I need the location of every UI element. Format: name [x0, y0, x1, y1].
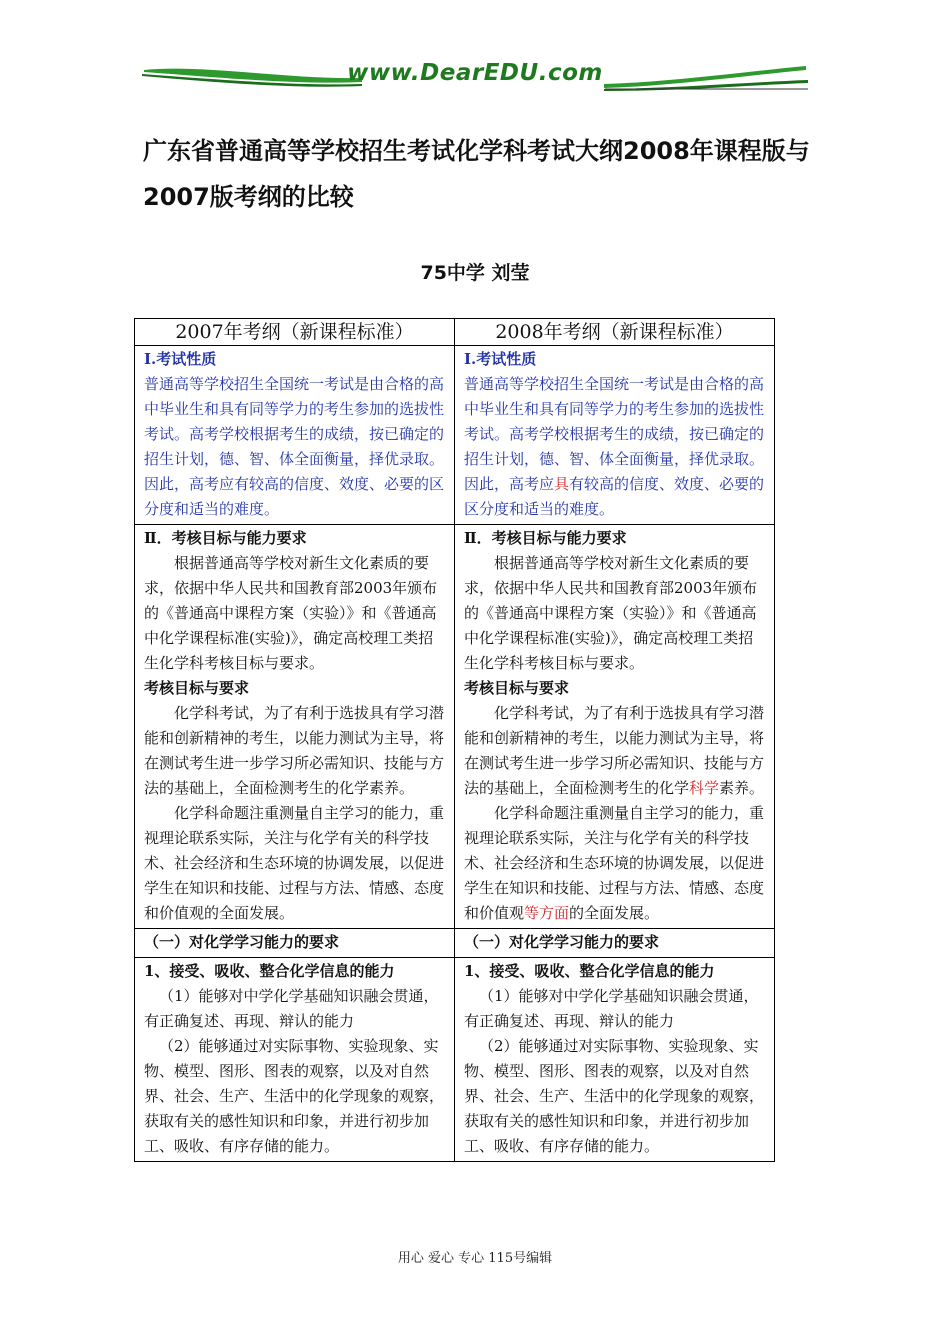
- paragraph: 化学科命题注重测量自主学习的能力，重视理论联系实际，关注与化学有关的科学技术、社会经济和生态环境的协调发展，以促进学生在知识和技能、过程与方法、情感、态度和价值观的全面发展。: [144, 804, 445, 922]
- cell-2007-ability-details: [135, 958, 455, 1162]
- text-run: 有较高的信度、效度、必要的区分度和适当的难度。: [464, 475, 765, 518]
- cell-2007-ability-heading: （一）对化学学习能力的要求: [135, 929, 455, 958]
- list-item: （1）能够对中学化学基础知识融会贯通，有正确复述、再现、辩认的能力: [464, 987, 759, 1030]
- table-header-row: [135, 319, 775, 346]
- table-row-ability-heading: [135, 929, 775, 958]
- site-banner-text: www.DearEDU.com: [347, 60, 603, 86]
- paragraph: [464, 372, 766, 522]
- text-run: 普通高等学校招生全国统一考试是由合格的高中毕业生和具有同等学力的考生参加的选拔性考试。高考学校根据考生的成绩，按已确定的招生计划，德、智、体全面衡量，择优录取。 因此，高考应: [464, 375, 765, 493]
- table-row-ability-details: [135, 958, 775, 1162]
- page-footer: 用心 爱心 专心 115号编辑: [397, 1251, 553, 1266]
- paragraph: [464, 801, 766, 926]
- cell-2008-objectives: [455, 525, 775, 929]
- text-run: 化学科考试，为了有利于选拔具有学习潜能和创新精神的考生，以能力测试为主导，将在测试考生进一步学习所必需知识、技能与方法的基础上，全面检测考生的化学: [464, 704, 765, 797]
- author-line: 75中学 刘莹: [420, 262, 530, 284]
- column-header-2007: 2007年考纲（新课程标准）: [135, 319, 455, 346]
- paragraph: 根据普通高等学校对新生文化素质的要求，依据中华人民共和国教育部2003年颁布的《普通高中课程方案（实验）》和《普通高中化学课程标准(实验)》，确定高校理工类招生化学科考核目标与要求。: [144, 554, 438, 672]
- table-row-objectives: [135, 525, 775, 929]
- subheading: 考核目标与要求: [464, 679, 570, 697]
- text-run: 化学科命题注重测量自主学习的能力，重视理论联系实际，关注与化学有关的科学技术、社会经济和生态环境的协调发展，以促进学生在知识和技能、过程与方法、情感、态度和价值观: [464, 804, 765, 922]
- list-item: （2）能够通过对实际事物、实验现象、实物、模型、图形、图表的观察，以及对自然界、社会、生产、生活中的化学现象的观察，获取有关的感性知识和印象，并进行初步加工、吸收、有序存储的能力。: [464, 1037, 765, 1155]
- section-heading: Ⅰ.考试性质: [144, 350, 217, 368]
- section-heading: Ⅱ．考核目标与能力要求: [144, 529, 307, 547]
- cell-2007-objectives: [135, 525, 455, 929]
- changed-text: 科学: [689, 779, 720, 797]
- list-item: （1）能够对中学化学基础知识融会贯通，有正确复述、再现、辩认的能力: [144, 987, 439, 1030]
- cell-2007-exam-nature: [135, 346, 455, 525]
- comparison-table: [134, 318, 775, 1162]
- section-heading: Ⅱ．考核目标与能力要求: [464, 529, 627, 547]
- cell-2008-ability-details: [455, 958, 775, 1162]
- paragraph: [464, 701, 766, 801]
- list-item: （2）能够通过对实际事物、实验现象、实物、模型、图形、图表的观察，以及对自然界、社会、生产、生活中的化学现象的观察，获取有关的感性知识和印象，并进行初步加工、吸收、有序存储的能力。: [144, 1037, 445, 1155]
- section-heading: Ⅰ.考试性质: [464, 350, 537, 368]
- paragraph: 普通高等学校招生全国统一考试是由合格的高中毕业生和具有同等学力的考生参加的选拔性考试。高考学校根据考生的成绩，按已确定的招生计划，德、智、体全面衡量，择优录取。 因此，高考应有较高的信度、效度、必要的区分度和适当的难度。: [144, 375, 445, 518]
- site-banner: [142, 58, 808, 94]
- cell-2008-ability-heading: （一）对化学学习能力的要求: [455, 929, 775, 958]
- text-run: 素养。: [719, 779, 765, 797]
- text-run: 的全面发展。: [569, 904, 660, 922]
- page-title: 广东省普通高等学校招生考试化学科考试大纲2008年课程版与2007版考纲的比较: [143, 137, 810, 211]
- changed-text: 等方面: [524, 904, 570, 922]
- table-row-exam-nature: [135, 346, 775, 525]
- paragraph: 根据普通高等学校对新生文化素质的要求，依据中华人民共和国教育部2003年颁布的《普通高中课程方案（实验）》和《普通高中化学课程标准(实验)》，确定高校理工类招生化学科考核目标与要求。: [464, 554, 758, 672]
- column-header-2008: 2008年考纲（新课程标准）: [455, 319, 775, 346]
- cell-2008-exam-nature: [455, 346, 775, 525]
- changed-text: 具: [554, 475, 570, 493]
- paragraph: 化学科考试，为了有利于选拔具有学习潜能和创新精神的考生，以能力测试为主导，将在测试考生进一步学习所必需知识、技能与方法的基础上，全面检测考生的化学素养。: [144, 704, 445, 797]
- subheading: 1、接受、吸收、整合化学信息的能力: [144, 962, 395, 980]
- subheading: 考核目标与要求: [144, 679, 250, 697]
- subheading: 1、接受、吸收、整合化学信息的能力: [464, 962, 715, 980]
